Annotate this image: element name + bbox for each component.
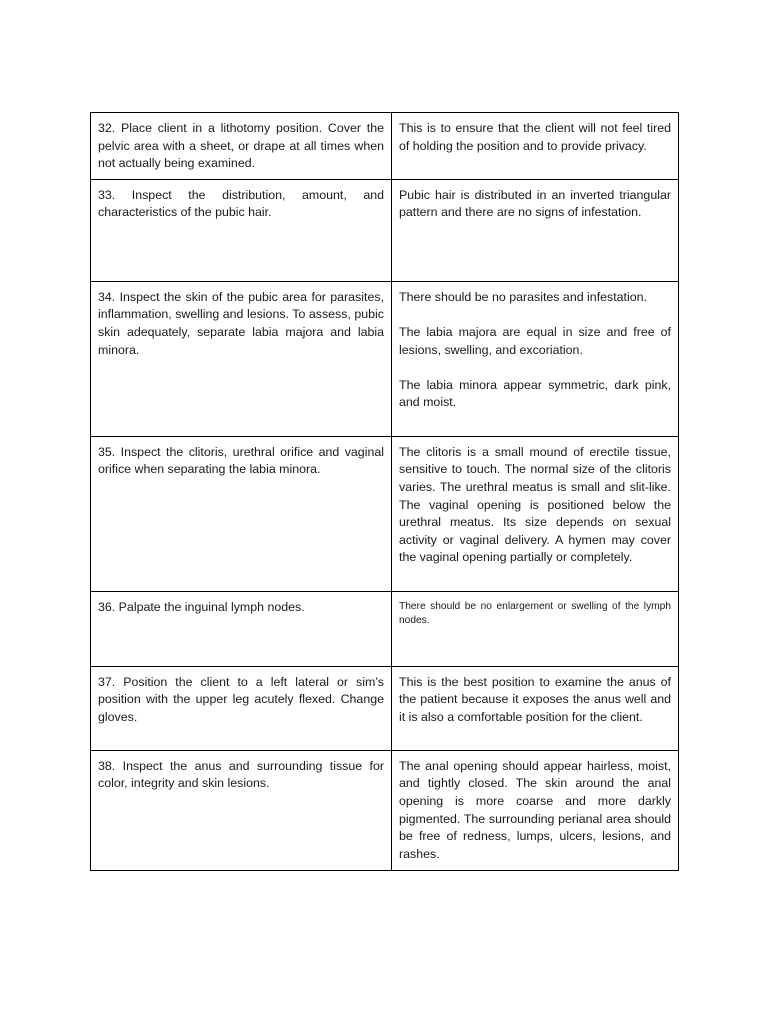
rationale-cell: [392, 113, 679, 180]
rationale-text: The labia minora appear symmetric, dark pink, and moist.: [399, 377, 671, 410]
step-text: 33. Inspect the distribution, amount, and characteristics of the pubic hair.: [98, 187, 384, 220]
step-text: 37. Position the client to a left lateral or sim’s position with the upper leg acutely flexed. Change gloves.: [98, 674, 384, 724]
table-row: [91, 591, 679, 666]
rationale-text: There should be no parasites and infestation.: [399, 289, 647, 304]
rationale-text: The clitoris is a small mound of erectile tissue, sensitive to touch. The normal size of the clitoris varies. The urethral meatus is small and slit-like. The vaginal opening is positioned below the urethral meatus. Its size depends on sexual activity or vaginal delivery. A hymen may cover the vaginal opening partially or completely.: [399, 444, 671, 565]
table-row: [91, 113, 679, 180]
rationale-text: This is to ensure that the client will not feel tired of holding the position and to provide privacy.: [399, 121, 671, 153]
step-cell: [91, 666, 392, 750]
rationale-cell: [392, 281, 679, 436]
step-text: 34. Inspect the skin of the pubic area for parasites, inflammation, swelling and lesions. To assess, pubic skin adequately, separate labia majora and labia minora.: [98, 289, 384, 357]
step-cell: [91, 436, 392, 591]
rationale-text: This is the best position to examine the anus of the patient because it exposes the anus well and it is also a comfortable position for the client.: [399, 674, 671, 724]
step-cell: [91, 591, 392, 666]
table-row: [91, 179, 679, 281]
rationale-text: Pubic hair is distributed in an inverted triangular pattern and there are no signs of infestation.: [399, 187, 671, 220]
step-text: 32. Place client in a lithotomy position. Cover the pelvic area with a sheet, or drape at all times when not actually being examined.: [98, 121, 384, 171]
step-cell: [91, 113, 392, 180]
table-row: [91, 750, 679, 870]
table-row: [91, 281, 679, 436]
step-cell: [91, 281, 392, 436]
rationale-text: The labia majora are equal in size and free of lesions, swelling, and excoriation.: [399, 324, 671, 357]
step-cell: [91, 750, 392, 870]
rationale-cell: [392, 436, 679, 591]
rationale-text: There should be no enlargement or swelling of the lymph nodes.: [399, 600, 671, 626]
step-text: 38. Inspect the anus and surrounding tissue for color, integrity and skin lesions.: [98, 758, 384, 791]
table-row: [91, 436, 679, 591]
step-text: 35. Inspect the clitoris, urethral orifice and vaginal orifice when separating the labia minora.: [98, 444, 384, 477]
step-cell: [91, 179, 392, 281]
rationale-cell: [392, 591, 679, 666]
rationale-cell: [392, 666, 679, 750]
rationale-cell: [392, 179, 679, 281]
rationale-text: The anal opening should appear hairless, moist, and tightly closed. The skin around the anal opening is more coarse and more darkly pigmented. The surrounding perianal area should be free of redness, lumps, ulcers, lesions, and rashes.: [399, 758, 671, 861]
procedure-table: [90, 112, 679, 871]
step-text: 36. Palpate the inguinal lymph nodes.: [98, 599, 305, 614]
table-row: [91, 666, 679, 750]
rationale-cell: [392, 750, 679, 870]
